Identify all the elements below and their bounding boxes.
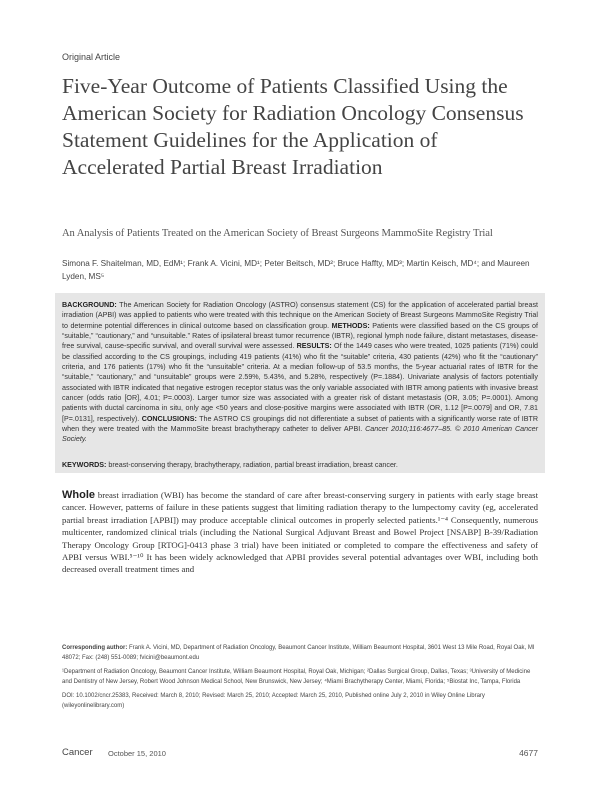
abstract-background-label: BACKGROUND:: [62, 301, 117, 309]
abstract-conclusions-label: CONCLUSIONS:: [141, 414, 197, 423]
abstract-conclusions-text: The ASTRO CS groupings did not differentiate a subset of patients with a significantly worse rate of IBTR when they were treated with the MammoSite breast brachytherapy catheter to deliver APBI.: [62, 414, 538, 434]
corresponding-author-note: [62, 644, 538, 663]
abstract-methods-text: Patients were classified based on the CS groups of “suitable,” “cautionary,” and “unsuitable.” Rates of ipsilateral breast tumor recurrence (IBTR), regional lymph node failure, distant metastases, disease-free survival, cause-specific survival, and overall survival were assessed.: [62, 321, 538, 351]
footer-journal-name: Cancer: [62, 747, 93, 758]
article-subtitle: An Analysis of Patients Treated on the American Society of Breast Surgeons MammoSite Registry Trial: [62, 228, 493, 239]
abstract-results-label: RESULTS:: [296, 342, 332, 351]
keywords-text: breast-conserving therapy, brachytherapy, radiation, partial breast irradiation, breast cancer.: [108, 461, 398, 469]
affiliations-note: ¹Department of Radiation Oncology, Beaumont Cancer Institute, William Beaumont Hospital, Royal Oak, Michigan; ²Dallas Surgical Group, Dallas, Texas; ³University of Medicine and Dentistry of New Jersey, Robert Wood Johnson Medical School, New Brunswick, New Jersey; ⁴Miami Brachytherapy Center, Miami, Florida; ⁵Biostat Inc, Tampa, Florida: [62, 669, 531, 685]
keywords: [62, 461, 538, 469]
abstract: [62, 300, 538, 445]
corresponding-author-label: Corresponding author:: [62, 645, 128, 651]
corresponding-author-text: Frank A. Vicini, MD, Department of Radiation Oncology, Beaumont Cancer Institute, William Beaumont Hospital, 3601 West 13 Mile Road, Royal Oak, MI 48072; Fax: (248) 551-0089; fvicini@beaumont.edu: [62, 645, 535, 661]
keywords-label: KEYWORDS:: [62, 461, 107, 469]
article-title: Five-Year Outcome of Patients Classified Using the American Society for Radiation Oncology Consensus Statement Guidelines for the Application of Accelerated Partial Breast Irradiation: [62, 74, 524, 179]
abstract-results-text: Of the 1449 cases who were treated, 1025 patients (71%) could be classified according to the CS groupings, including 419 patients (41%) who fit the “suitable” criteria, 430 patients (42%) who fit the “cautionary” criteria, and 176 patients (17%) who fit the “unsuitable” criteria. At a median follow-up of 53.5 months, the 5-year actuarial rates of IBTR for the “suitable,” “cautionary,” and “unsuitable” groups were 2.59%, 5.43%, and 5.28%, respectively (P=.1884). Univariate analysis of factors potentially associated with IBTR indicated that negative estrogen receptor status was the only variable associated with IBTR among patients with invasive breast cancer (odds ratio [OR], 4.01; P=.0003). Larger tumor size was associated with a greater risk of distant metastasis (OR, 3.05; P=.0001). Among patients with ductal carcinoma in situ, only age <50 years and close-positive margins were associated with IBTR (OR, 1.12 [P=.0079] and OR, 7.81 [P=.0131], respectively).: [62, 342, 538, 423]
body-paragraph: breast irradiation (WBI) has become the standard of care after breast-conserving surgery in patients with early stage breast cancer. However, patterns of failure in these patients suggest that limiting radiation therapy to the lumpectomy cavity (eg, accelerated partial breast irradiation [APBI]) may produce acceptable clinical outcomes in properly selected patients.¹⁻⁴ Consequently, numerous multicenter, randomized clinical trials (including the National Surgical Adjuvant Breast and Bowel Project [NSABP] B-39/Radiation Therapy Oncology Group [RTOG]-0413 phase 3 trial) have been initiated or completed to compare the effectiveness and safety of APBI versus WBI.⁵⁻¹⁰ It has been widely acknowledged that APBI provides several potential advantages over WBI, including both decreased overall treatment times and: [62, 490, 539, 575]
article-type-label: Original Article: [62, 52, 121, 62]
body-text: [62, 489, 538, 576]
author-list: Simona F. Shaitelman, MD, EdM¹; Frank A. Vicini, MD¹; Peter Beitsch, MD²; Bruce Haffty, MD³; Martin Keisch, MD⁴; and Maureen Lyden, MS⁵: [62, 259, 530, 281]
footer-page-number: 4677: [519, 748, 538, 758]
doi-note: DOI: 10.1002/cncr.25383, Received: March 8, 2010; Revised: March 25, 2010; Accepted: March 25, 2010, Published online July 2, 2010 in Wiley Online Library (wileyonlinelibrary.com): [62, 693, 485, 709]
footer-issue-date: October 15, 2010: [108, 749, 166, 758]
abstract-methods-label: METHODS:: [331, 321, 370, 330]
footnotes: [62, 644, 538, 717]
abstract-citation: Cancer 2010;116:4677–85. © 2010 American Cancer Society.: [62, 425, 538, 444]
body-lead-word: Whole: [62, 489, 95, 501]
abstract-background-text: The American Society for Radiation Oncology (ASTRO) consensus statement (CS) for the application of accelerated partial breast irradiation (APBI) was applied to patients who were treated with this technique on the American Society of Breast Surgeons MammoSite Registry Trial to determine potential differences in clinical outcome based on classification group.: [62, 301, 538, 330]
